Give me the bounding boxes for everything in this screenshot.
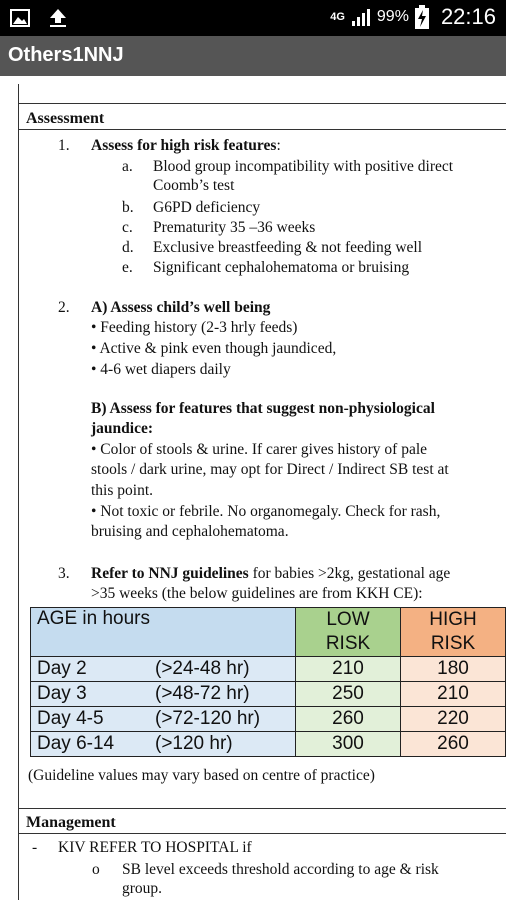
wellbeing-bullet: • Active & pink even though jaundiced, [91, 340, 337, 357]
age-cell: Day 3 (>48-72 hr) [31, 682, 296, 707]
left-border [18, 84, 19, 900]
non-physiological-text: this point. [91, 482, 154, 499]
sub-letter: c. [122, 219, 133, 236]
bilirubin-threshold-table [30, 607, 506, 757]
battery-charging-icon [415, 5, 429, 29]
divider [18, 129, 506, 130]
management-heading: Management [26, 814, 116, 831]
item-3-text: Refer to NNJ guidelines for babies >2kg, gestational age [91, 565, 451, 582]
non-physiological-text: bruising and cephalohematoma. [91, 523, 289, 540]
item-3-number: 3. [58, 565, 70, 582]
non-physiological-text: • Color of stools & urine. If carer gives history of pale [91, 441, 428, 458]
sub-letter: a. [122, 158, 133, 175]
item-2b-title: B) Assess for features that suggest non-physiological [91, 400, 435, 417]
sub-letter: d. [122, 239, 134, 256]
high-risk-cell: 210 [401, 682, 506, 707]
high-risk-cell: 220 [401, 707, 506, 732]
age-cell: Day 6-14 (>120 hr) [31, 732, 296, 757]
age-cell: Day 4-5 (>72-120 hr) [31, 707, 296, 732]
image-icon [10, 9, 30, 27]
risk-feature: G6PD deficiency [153, 199, 261, 216]
list-dash: - [32, 839, 38, 856]
high-risk-cell: 180 [401, 657, 506, 682]
sub-bullet: o [92, 861, 100, 878]
upload-icon [48, 8, 68, 28]
network-type: 4G [330, 11, 345, 23]
low-risk-cell: 300 [296, 732, 401, 757]
status-bar [0, 0, 506, 36]
low-risk-cell: 210 [296, 657, 401, 682]
table-row [31, 682, 506, 707]
table-note: (Guideline values may vary based on centre of practice) [28, 767, 375, 784]
sub-letter: b. [122, 199, 134, 216]
risk-feature: Coomb’s test [153, 177, 235, 194]
management-line: KIV REFER TO HOSPITAL if [58, 839, 252, 856]
age-cell: Day 2 (>24-48 hr) [31, 657, 296, 682]
low-risk-cell: 250 [296, 682, 401, 707]
wellbeing-bullet: • Feeding history (2-3 hrly feeds) [91, 319, 298, 336]
item-3-text: >35 weeks (the below guidelines are from KKH CE): [91, 585, 423, 602]
high-risk-header: HIGH RISK [401, 608, 506, 657]
non-physiological-text: • Not toxic or febrile. No organomegaly. Check for rash, [91, 503, 441, 520]
app-title: Others1NNJ [8, 44, 124, 66]
low-risk-cell: 260 [296, 707, 401, 732]
risk-feature: Prematurity 35 –36 weeks [153, 219, 316, 236]
high-risk-cell: 260 [401, 732, 506, 757]
battery-percent: 99% [376, 8, 409, 25]
signal-icon [351, 7, 371, 27]
app-bar [0, 36, 506, 76]
clock: 22:16 [440, 4, 496, 29]
item-1-number: 1. [58, 137, 70, 154]
divider [18, 833, 506, 834]
low-risk-header: LOW RISK [296, 608, 401, 657]
non-physiological-text: stools / dark urine, may opt for Direct / Indirect SB test at [91, 461, 449, 478]
divider [18, 103, 506, 104]
item-2-number: 2. [58, 299, 70, 316]
assessment-heading: Assessment [26, 110, 105, 127]
item-1-title: Assess for high risk features: [91, 137, 281, 154]
risk-feature: Significant cephalohematoma or bruising [153, 259, 410, 276]
sub-letter: e. [122, 259, 133, 276]
table-row [31, 732, 506, 757]
management-sub-line: group. [122, 880, 163, 897]
risk-feature: Exclusive breastfeeding & not feeding well [153, 239, 423, 256]
item-2a-title: A) Assess child’s well being [91, 299, 271, 316]
wellbeing-bullet: • 4-6 wet diapers daily [91, 361, 231, 378]
item-2b-title: jaundice: [91, 420, 153, 437]
document-view[interactable] [0, 76, 506, 900]
management-sub-line: SB level exceeds threshold according to age & risk [122, 861, 439, 878]
risk-feature: Blood group incompatibility with positive direct [153, 158, 454, 175]
table-row [31, 707, 506, 732]
table-row [31, 657, 506, 682]
age-column-header: AGE in hours [31, 608, 296, 657]
divider [18, 808, 506, 809]
